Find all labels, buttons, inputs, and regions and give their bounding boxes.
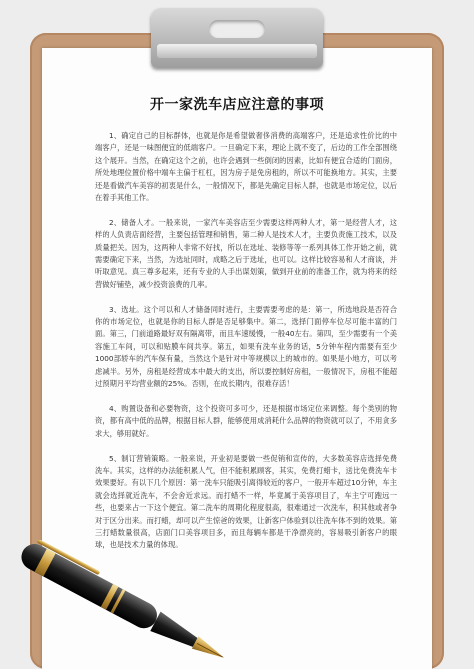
- document-body: [95, 130, 397, 564]
- document-title: 开一家洗车店应注意的事项: [150, 97, 324, 113]
- paragraph-2: 2、储备人才。一般来说，一家汽车美容店至少需要这样两种人才，第一是经营人才，这样的人负责店面经营，主要包括管理和销售，第二种人是技术人才，主要负责施工技术，以及质量把关。因为，这两种人非常不好找，所以在选址、装修等等一系列具体工作开始之前，就需要确定下来，当然，为选址同时，成略之后于选址，也可以。这样比较容易和人才商谈，并听取意见。真三尊多起来，还有专业的人手出谋划策，做到开业前的准备工作，就为将来的经营做好铺垫，减少投资浪费的几率。: [95, 217, 397, 289]
- paragraph-5: 5、制订营销策略。一般来说，开业初是要做一些促销和宣传的，大多数美容店选择免费洗车。其实，这样的办法能积累人气，但不能积累顾客，其实，免费打蜡卡，送比免费洗车卡效果要好。有以下几个原因：第一洗车只能吸引离得较近的客户，一般开车超过10分钟，车主就会选择就近洗车，不会舍近求远。而打蜡不一样，毕竟属于美容项目了，车主宁可跑远一些，也要来占一下这个便宜。第二洗车的周期化程度很高，很难通过一次洗车，积其他或者争对于区分出来。而打蜡，却可以产生惊爸的效果，让新客户体验到以往洗车体不到的效果。第三打蜡数量很高，店面门口美容项目多，而且每辆车都是干净漂亮的，容易吸引新客户的眼球，也是技术力量的体现。: [95, 453, 397, 550]
- paragraph-3: 3、选址。这个可以和人才储备同时进行，主要需要考虑的是：第一，所选地段是否符合你的市场定位，也就是你的目标人群是否足够集中。第二，选择门面停车位尽可能丰富的门面。第三，门前道路最好双有隔离带，而且车速缓慢，一般40左右。第四，至少需要有一个美容施工车间，可以和贴膜车间共享。第五，如果有洗车业务的话，5分钟车程内需要有至少1000部轿车的汽车保有量，当然这个是针对中等规模以上的城市的。如果是小地方，可以考虑减半。另外，房租是经营成本中最大的支出，所以要控制好房租，一般情况下，房租不能超过预期月平均营业额的25%。否则，在成长期内，很难存活！: [95, 304, 397, 389]
- clip-base: [157, 44, 317, 58]
- paragraph-4: 4、购置设备和必要物资，这个投资可多可少，还是根据市场定位来调整。每个类别的物资，都有高中低的品牌，根据目标人群，能够使用成消耗什么品牌的物资就可以了，不用贪多求大，够用就好。: [95, 403, 397, 438]
- fountain-pen-icon: [0, 540, 250, 669]
- clipboard-clip-icon: [151, 8, 323, 68]
- paragraph-1: 1、确定自己的目标群体，也就是你是希望做奢侈消费的高端客户，还是追求性价比的中端客户，还是一味图便宜的低端客户。一旦确定下来，理论上就不变了，后边的工作全部围绕这个展开。当然，在确定这个之前，也许会遇到一些倒闭的因素，比如有便宜合适的门面房，所处地理位置价格中端车主偏于杠杠，因为房子是免房租的，所以不可能换地方。其实，主要还是看做汽车美容的初衷是什么，一般情况下，都是先确定目标人群，也就是市场定位，以后在着手其他工作。: [95, 131, 397, 203]
- clip-hole: [209, 20, 265, 38]
